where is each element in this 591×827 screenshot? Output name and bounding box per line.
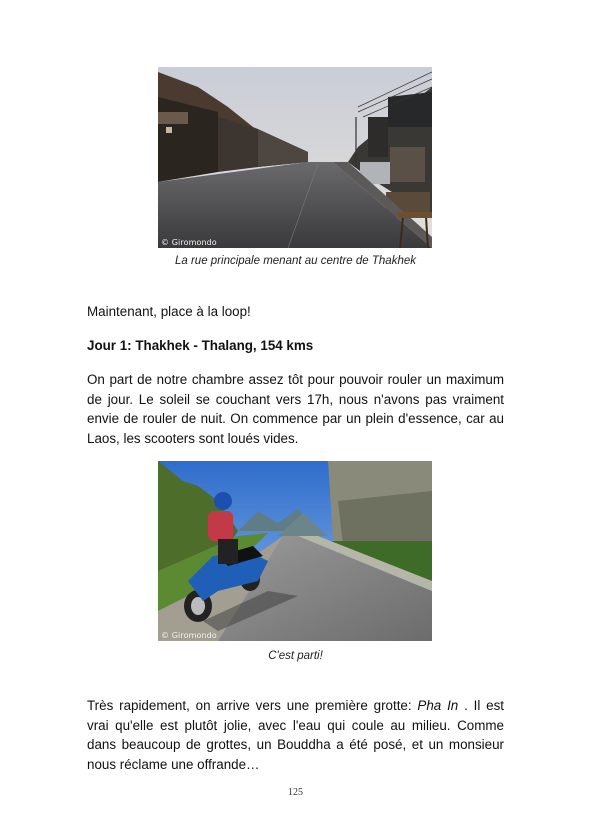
cave-paragraph-end: . Il est vrai qu'elle est plutôt jolie, avec l'eau qui coule au milieu. Comme dans beaucoup de grottes, un Bouddha a été posé, et un monsieur nous réclame une offrande… bbox=[87, 698, 505, 772]
scooter-photo bbox=[158, 461, 432, 641]
street-photo-image bbox=[158, 67, 432, 248]
cave-name: Pha In bbox=[417, 698, 459, 713]
cave-paragraph-start: Très rapidement, on arrive vers une première grotte: bbox=[87, 698, 418, 713]
day1-paragraph: On part de notre chambre assez tôt pour pouvoir rouler un maximum de jour. Le soleil se couchant vers 17h, nous n'avons pas vraiment envie de rouler de nuit. On commence par un plein d'essence, car au Laos, les scooters sont loués vides. bbox=[87, 372, 504, 446]
scooter-photo-caption: C'est parti! bbox=[268, 650, 323, 662]
street-photo bbox=[158, 67, 432, 248]
page-number: 125 bbox=[288, 787, 303, 798]
photo-credit: © Giromondo bbox=[161, 631, 217, 640]
scooter-photo-image bbox=[158, 461, 432, 641]
street-photo-caption: La rue principale menant au centre de Thakhek bbox=[174, 255, 416, 267]
intro-text: Maintenant, place à la loop! bbox=[87, 304, 251, 319]
day1-heading: Jour 1: Thakhek - Thalang, 154 kms bbox=[87, 338, 314, 353]
photo-credit: © Giromondo bbox=[161, 238, 217, 247]
cave-paragraph bbox=[87, 696, 504, 774]
